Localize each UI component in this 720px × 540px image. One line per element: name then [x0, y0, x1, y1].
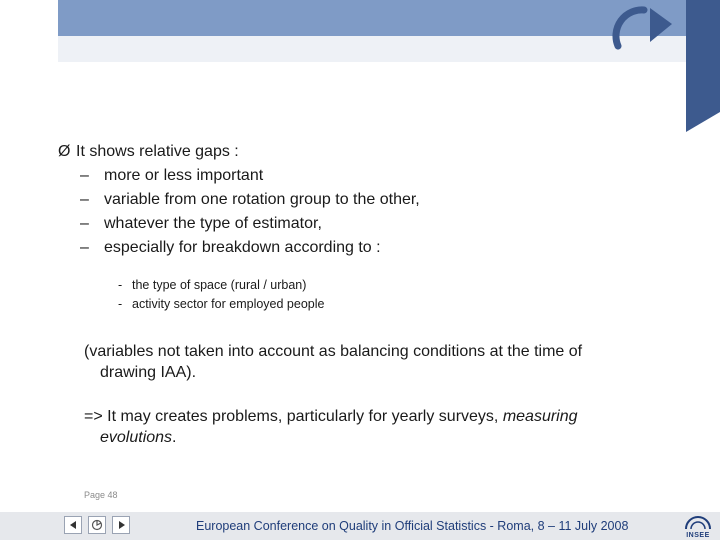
footer-conference-text: European Conference on Quality in Official Statistics - Roma, 8 – 11 July 2008	[196, 519, 629, 533]
dash-bullet: –	[80, 215, 89, 232]
conclusion-paragraph-line2	[84, 427, 674, 448]
header-light-band	[58, 36, 686, 62]
main-bullet-text: It shows relative gaps :	[76, 143, 239, 160]
list-item-text: especially for breakdown according to :	[104, 239, 381, 256]
dash-bullet: -	[118, 278, 123, 292]
pie-logo-icon	[606, 2, 680, 50]
dash-bullet: –	[80, 167, 89, 184]
header-band	[58, 0, 686, 36]
list-item-text: variable from one rotation group to the other,	[104, 191, 420, 208]
dash-bullet: –	[80, 239, 89, 256]
conclusion-end-text: .	[172, 429, 177, 446]
conclusion-plain-text: => It may creates problems, particularly for yearly surveys,	[84, 408, 503, 425]
conclusion-paragraph-line1	[84, 406, 674, 427]
insee-logo-icon	[678, 513, 718, 531]
arrow-bullet-icon: Ø	[58, 143, 71, 160]
triangle-left-icon	[70, 521, 76, 529]
small-list-item-text: activity sector for employed people	[132, 297, 325, 311]
small-list-item-text: the type of space (rural / urban)	[132, 278, 307, 292]
dash-bullet: –	[80, 191, 89, 208]
insee-logo-text: INSEE	[686, 532, 710, 539]
conclusion-italic-text: measuring	[502, 408, 578, 425]
note-paragraph-line2: drawing IAA).	[100, 364, 197, 381]
conclusion-italic-text-2: evolutions	[100, 429, 173, 446]
list-item-text: whatever the type of estimator,	[104, 215, 322, 232]
note-paragraph-line1: (variables not taken into account as balancing conditions at the time of	[84, 343, 583, 360]
conclusion-paragraph	[84, 406, 674, 448]
page-number: Page 48	[84, 490, 118, 500]
home-button[interactable]	[88, 516, 106, 534]
home-icon	[89, 517, 105, 533]
dash-bullet: -	[118, 297, 123, 311]
right-accent-bar-cut	[686, 112, 720, 132]
previous-slide-button[interactable]	[64, 516, 82, 534]
list-item-text: more or less important	[104, 167, 264, 184]
note-paragraph	[84, 341, 674, 383]
triangle-right-icon	[119, 521, 125, 529]
insee-logo	[678, 513, 718, 539]
next-slide-button[interactable]	[112, 516, 130, 534]
